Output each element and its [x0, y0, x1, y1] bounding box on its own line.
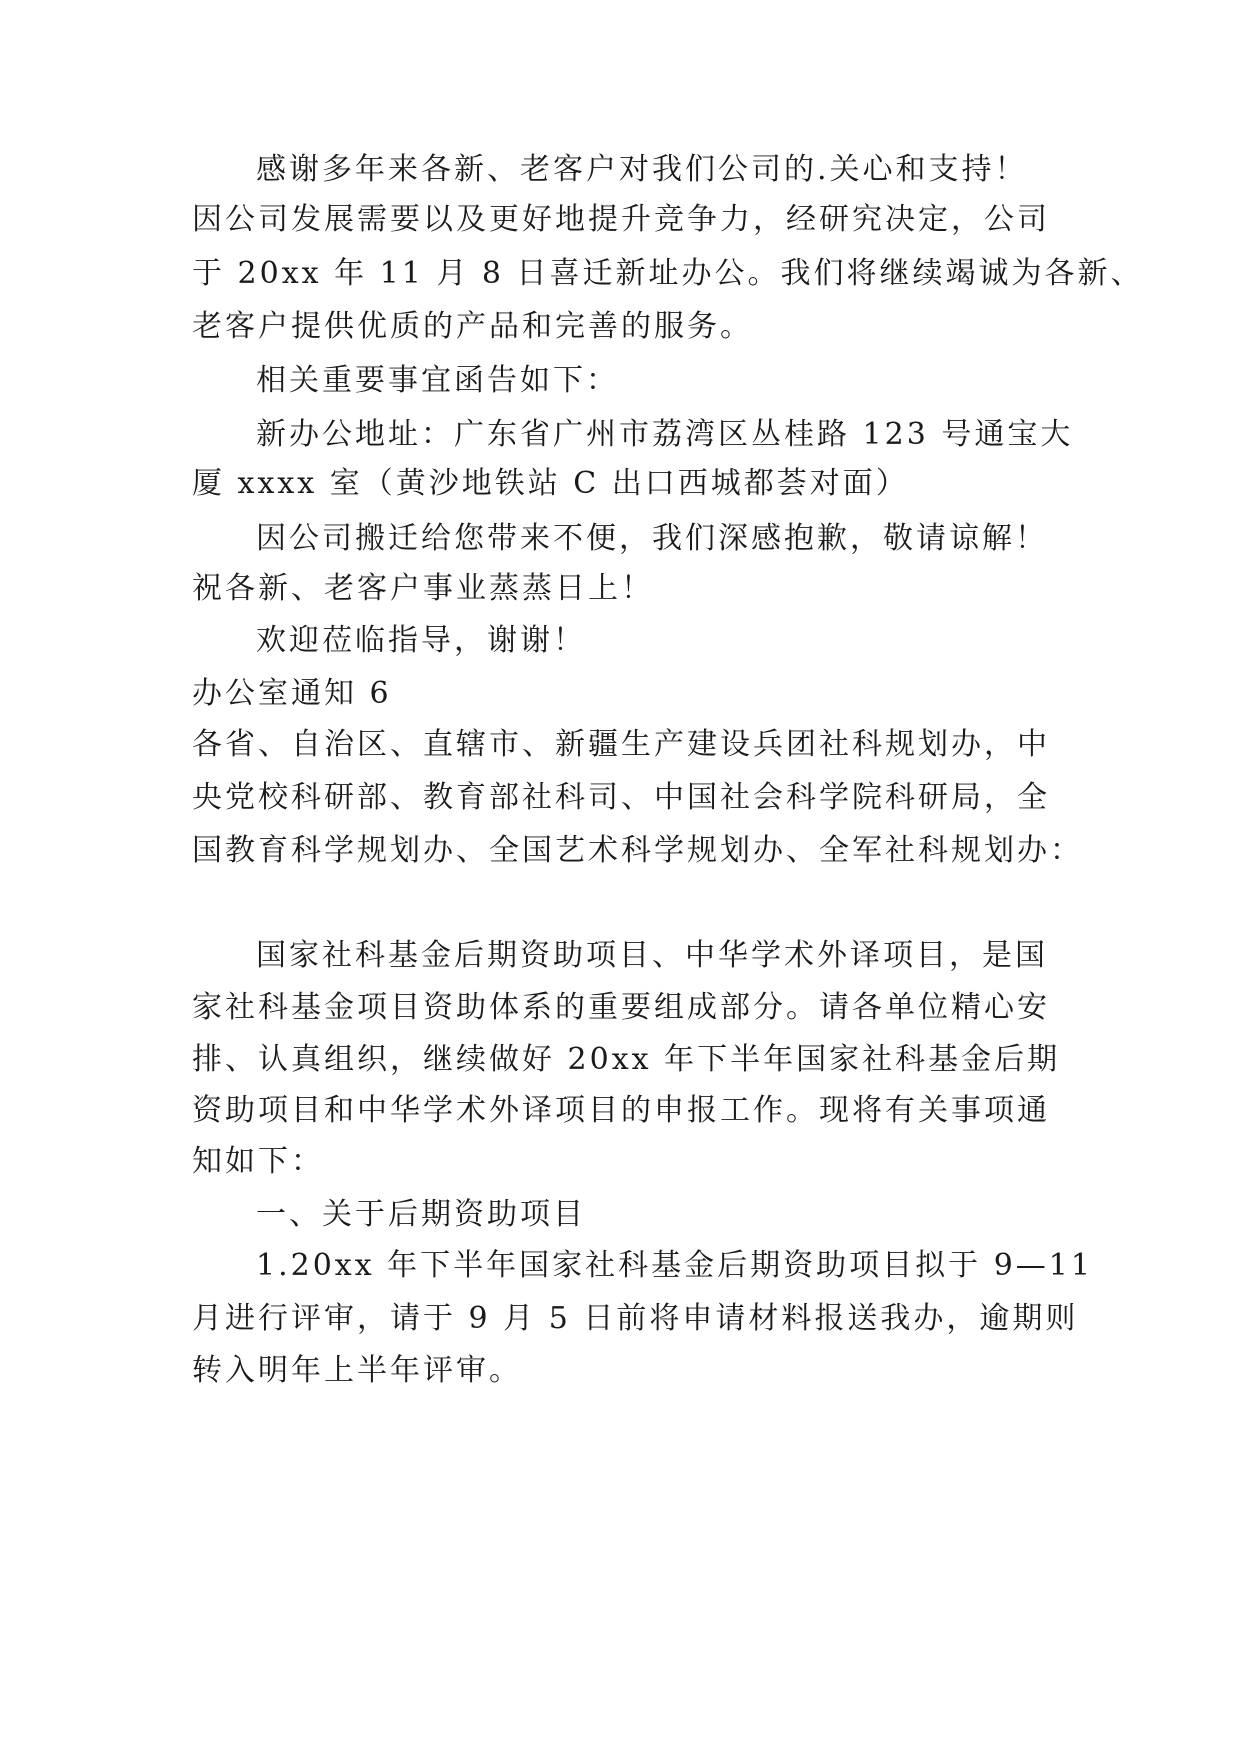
paragraph-line: 祝各新、老客户事业蒸蒸日上！: [192, 571, 654, 606]
paragraph-line: 家社科基金项目资助体系的重要组成部分。请各单位精心安: [192, 990, 1050, 1025]
paragraph-line: 因公司搬迁给您带来不便，我们深感抱歉，敬请谅解！: [256, 521, 1048, 556]
paragraph-line: 资助项目和中华学术外译项目的申报工作。现将有关事项通: [192, 1093, 1050, 1128]
addressee-line: 央党校科研部、教育部社科司、中国社会科学院科研局，全: [192, 780, 1050, 815]
paragraph-line: 转入明年上半年评审。: [192, 1353, 522, 1388]
subsection-heading: 一、关于后期资助项目: [256, 1197, 586, 1232]
addressee-line: 国教育科学规划办、全国艺术科学规划办、全军社科规划办：: [192, 833, 1083, 868]
paragraph-line: 国家社科基金后期资助项目、中华学术外译项目，是国: [256, 938, 1048, 973]
paragraph-line: 厦 xxxx 室（黄沙地铁站 C 出口西城都荟对面）: [192, 466, 909, 501]
paragraph-line: 相关重要事宜函告如下：: [256, 363, 619, 398]
paragraph-line: 欢迎莅临指导，谢谢！: [256, 623, 586, 658]
paragraph-line: 知如下：: [192, 1144, 324, 1179]
paragraph-line: 新办公地址：广东省广州市荔湾区丛桂路 123 号通宝大: [256, 417, 1074, 452]
paragraph-line: 月进行评审，请于 9 月 5 日前将申请材料报送我办，逾期则: [192, 1301, 1079, 1336]
paragraph-line: 于 20xx 年 11 月 8 日喜迁新址办公。我们将继续竭诚为各新、: [192, 256, 1144, 291]
paragraph-line: 排、认真组织，继续做好 20xx 年下半年国家社科基金后期: [192, 1042, 1061, 1077]
paragraph-line: 老客户提供优质的产品和完善的服务。: [192, 309, 753, 344]
section-heading: 办公室通知 6: [192, 676, 392, 711]
paragraph-line: 感谢多年来各新、老客户对我们公司的.关心和支持！: [256, 152, 1028, 187]
addressee-line: 各省、自治区、直辖市、新疆生产建设兵团社科规划办，中: [192, 727, 1050, 762]
paragraph-line: 1.20xx 年下半年国家社科基金后期资助项目拟于 9—11: [256, 1248, 1093, 1283]
paragraph-line: 因公司发展需要以及更好地提升竞争力，经研究决定，公司: [192, 202, 1050, 237]
